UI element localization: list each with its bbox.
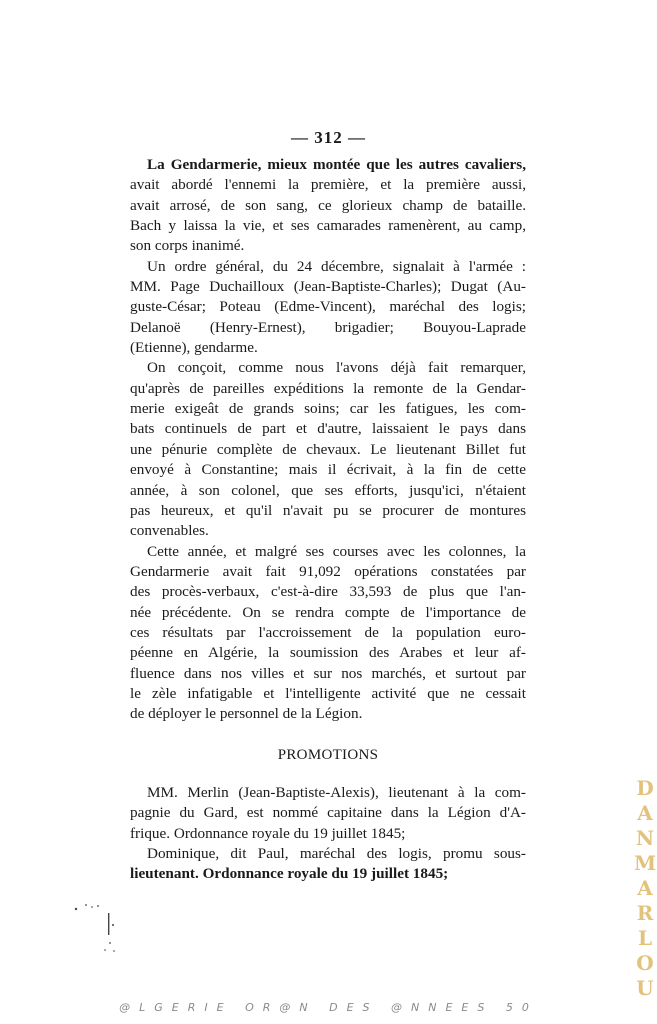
text-line: née précédente. On se rendra compte de l'importance de bbox=[130, 603, 526, 621]
text-line: des procès-verbaux, c'est-à-dire 33,593 de plus que l'an- bbox=[130, 583, 526, 601]
text-line: convenables. bbox=[130, 522, 209, 540]
text-line: fluence dans nos villes et sur nos marchés, et surtout par bbox=[130, 664, 526, 682]
text-line: pas heureux, et qu'il n'avait pu se procurer de montures bbox=[130, 501, 526, 519]
text-line: péenne en Algérie, la soumission des Arabes et leur af- bbox=[130, 644, 526, 662]
body-text bbox=[130, 155, 526, 885]
text-line: guste-César; Poteau (Edme-Vincent), maréchal des logis; bbox=[130, 298, 526, 316]
text-line: frique. Ordonnance royale du 19 juillet 1845; bbox=[130, 824, 406, 842]
text-line: Cette année, et malgré ses courses avec les colonnes, la bbox=[147, 542, 526, 560]
text-line: lieutenant. Ordonnance royale du 19 juillet 1845; bbox=[130, 865, 449, 883]
text-line: MM. Merlin (Jean-Baptiste-Alexis), lieutenant à la com- bbox=[147, 783, 526, 801]
text-line: envoyé à Constantine; mais il écrivait, à la fin de cette bbox=[130, 461, 526, 479]
text-line: On conçoit, comme nous l'avons déjà fait remarquer, bbox=[147, 359, 526, 377]
page-number: — 312 — bbox=[291, 128, 366, 147]
text-line: pagnie du Gard, est nommé capitaine dans la Légion d'A- bbox=[130, 804, 526, 822]
text-line: merie exigeât de grands soins; car les fatigues, les com- bbox=[130, 400, 526, 418]
page-footer: @LGERIE OR@N DES @NNEES 50 bbox=[119, 1001, 538, 1014]
section-heading: PROMOTIONS bbox=[277, 746, 379, 763]
text-line: La Gendarmerie, mieux montée que les autres cavaliers, bbox=[147, 156, 526, 173]
text-line: Un ordre général, du 24 décembre, signalait à l'armée : bbox=[147, 257, 526, 275]
text-line: MM. Page Duchailloux (Jean-Baptiste-Charles); Dugat (Au- bbox=[130, 278, 526, 296]
text-line: de déployer le personnel de la Légion. bbox=[130, 705, 363, 723]
text-line: année, à son colonel, que ses efforts, jusqu'ici, n'étaient bbox=[130, 481, 526, 499]
text-line: avait abordé l'ennemi la première, et la première aussi, bbox=[130, 176, 526, 194]
text-line: Dominique, dit Paul, maréchal des logis, promu sous- bbox=[147, 845, 526, 862]
text-line: le zèle infatigable et l'intelligente activité que ne cessait bbox=[130, 684, 526, 702]
scan-specks bbox=[70, 895, 130, 965]
text-line: son corps inanimé. bbox=[130, 237, 245, 255]
text-line: qu'après de pareilles expéditions la remonte de la Gendar- bbox=[130, 379, 526, 397]
text-line: Gendarmerie avait fait 91,092 opérations constatées par bbox=[130, 562, 526, 580]
text-line: Delanoë (Henry-Ernest), brigadier; Bouyou-Laprade bbox=[130, 318, 526, 336]
text-line: bats continuels de part et d'autre, laissaient le pays dans bbox=[130, 420, 526, 438]
watermark: DANMARLOU bbox=[634, 776, 657, 1000]
text-line: (Etienne), gendarme. bbox=[130, 339, 258, 357]
text-line: Bach y laissa la vie, et ses camarades ramenèrent, au camp, bbox=[130, 217, 526, 235]
text-line: avait arrosé, de son sang, ce glorieux champ de bataille. bbox=[130, 196, 526, 214]
text-line: ces résultats par l'accroissement de la population euro- bbox=[130, 623, 526, 641]
text-line: une pénurie complète de chevaux. Le lieutenant Billet fut bbox=[130, 440, 526, 458]
